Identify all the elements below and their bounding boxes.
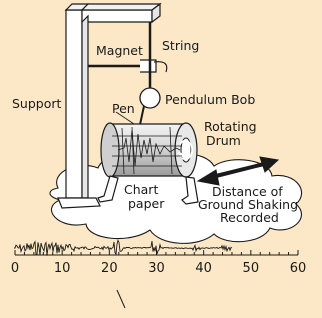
- seismogram-trace: [14, 240, 232, 255]
- rotating-drum-label-line1: Rotating: [204, 119, 257, 134]
- magnet: [88, 60, 167, 72]
- rotating-drum-label-line2: Drum: [206, 133, 241, 148]
- magnet-label: Magnet: [96, 43, 143, 58]
- scale-tick-label: 0: [10, 261, 20, 276]
- string-label: String: [162, 38, 200, 53]
- scale-tick-label: 60: [289, 261, 307, 276]
- scale-tick-label: 50: [242, 261, 260, 276]
- scale-tick-label: 40: [195, 261, 212, 276]
- pendulum-bob: [140, 88, 160, 108]
- distance-label-line1: Distance of: [212, 184, 283, 199]
- pendulum-bob-label: Pendulum Bob: [165, 92, 256, 107]
- scale-tick-label: 20: [101, 261, 118, 276]
- pen-label: Pen: [112, 101, 135, 116]
- rotating-drum: [101, 123, 197, 177]
- chart-paper-label-line2: paper: [128, 196, 165, 211]
- chart-paper-label-line1: Chart: [124, 182, 159, 197]
- support-label: Support: [12, 96, 62, 111]
- scale-tick-label: 10: [53, 261, 71, 276]
- distance-label-line2: Ground Shaking: [198, 197, 299, 212]
- pointer-line: [117, 290, 125, 308]
- distance-label-line3: Recorded: [220, 210, 279, 225]
- scale-tick-label: 30: [148, 261, 165, 276]
